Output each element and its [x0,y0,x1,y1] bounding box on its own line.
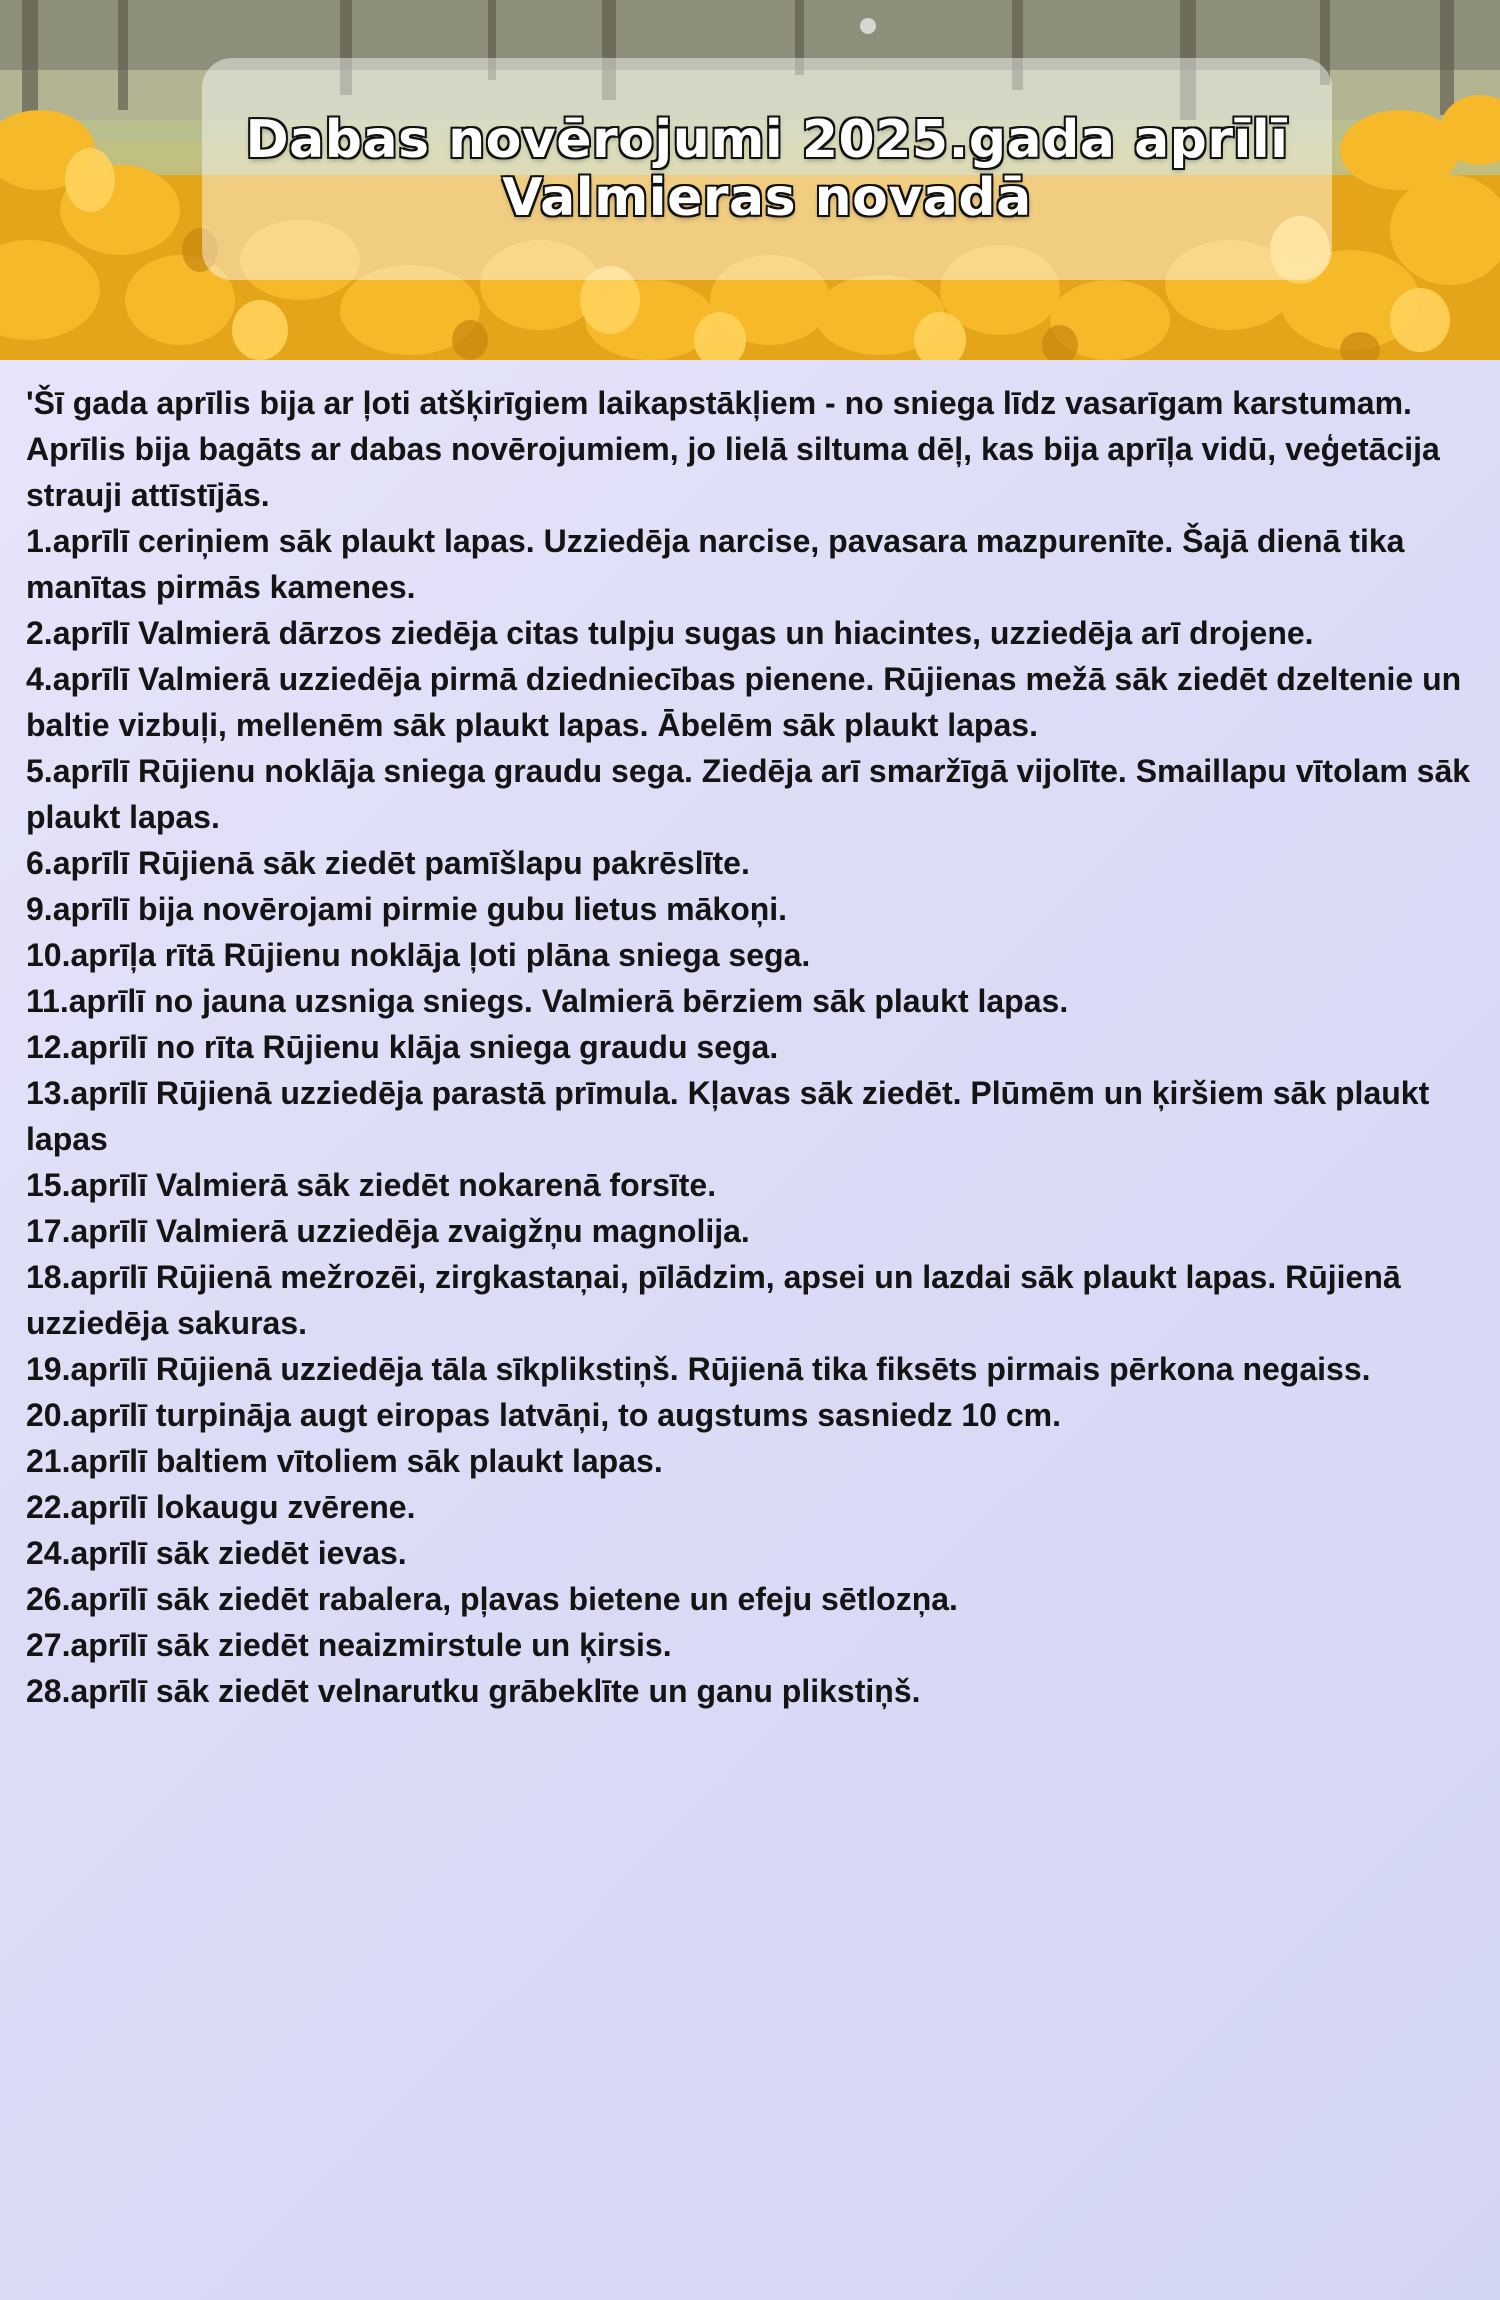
observation-item: 20.aprīlī turpināja augt eiropas latvāņi, to augstums sasniedz 10 cm. [26,1397,1061,1433]
observation-item: 10.aprīļa rītā Rūjienu noklāja ļoti plāna sniega sega. [26,937,811,973]
observation-item: 22.aprīlī lokaugu zvērene. [26,1489,416,1525]
observation-item: 17.aprīlī Valmierā uzziedēja zvaigžņu magnolija. [26,1213,750,1249]
observation-item: 27.aprīlī sāk ziedēt neaizmirstule un ķirsis. [26,1627,672,1663]
observation-item: 26.aprīlī sāk ziedēt rabalera, pļavas bietene un efeju sētlozņa. [26,1581,958,1617]
observation-item: 19.aprīlī Rūjienā uzziedēja tāla sīkplikstiņš. Rūjienā tika fiksēts pirmais pērkona negaiss. [26,1351,1371,1387]
intro-paragraph: 'Šī gada aprīlis bija ar ļoti atšķirīgiem laikapstākļiem - no sniega līdz vasarīgam karstumam. Aprīlis bija bagāts ar dabas novērojumiem, jo lielā siltuma dēļ, kas bija aprīļa vidū, veģetācija strauji attīstījās. [26,385,1440,513]
observation-item: 13.aprīlī Rūjienā uzziedēja parastā prīmula. Kļavas sāk ziedēt. Plūmēm un ķiršiem sāk plaukt lapas [26,1075,1430,1157]
header-banner [0,0,1500,360]
observation-item: 24.aprīlī sāk ziedēt ievas. [26,1535,407,1571]
observation-item: 12.aprīlī no rīta Rūjienu klāja sniega graudu sega. [26,1029,779,1065]
observation-item: 5.aprīlī Rūjienu noklāja sniega graudu sega. Ziedēja arī smaržīgā vijolīte. Smaillapu vītolam sāk plaukt lapas. [26,753,1471,835]
observation-item: 2.aprīlī Valmierā dārzos ziedēja citas tulpju sugas un hiacintes, uzziedēja arī drojene. [26,615,1314,651]
observations-text [26,380,1476,1714]
observation-item: 1.aprīlī ceriņiem sāk plaukt lapas. Uzziedēja narcise, pavasara mazpurenīte. Šajā dienā tika manītas pirmās kamenes. [26,523,1405,605]
observation-item: 18.aprīlī Rūjienā mežrozēi, zirgkastaņai, pīlādzim, apsei un lazdai sāk plaukt lapas. Rūjienā uzziedēja sakuras. [26,1259,1401,1341]
observation-item: 9.aprīlī bija novērojami pirmie gubu lietus mākoņi. [26,891,788,927]
observation-item: 15.aprīlī Valmierā sāk ziedēt nokarenā forsīte. [26,1167,717,1203]
observation-item: 21.aprīlī baltiem vītoliem sāk plaukt lapas. [26,1443,663,1479]
title-panel [202,58,1332,280]
observation-item: 11.aprīlī no jauna uzsniga sniegs. Valmierā bērziem sāk plaukt lapas. [26,983,1069,1019]
observation-item: 4.aprīlī Valmierā uzziedēja pirmā dziedniecības pienene. Rūjienas mežā sāk ziedēt dzeltenie un baltie vizbuļi, mellenēm sāk plaukt lapas. Ābelēm sāk plaukt lapas. [26,661,1462,743]
observation-item: 28.aprīlī sāk ziedēt velnarutku grābeklīte un ganu plikstiņš. [26,1673,921,1709]
observation-item: 6.aprīlī Rūjienā sāk ziedēt pamīšlapu pakrēslīte. [26,845,750,881]
page-title: Dabas novērojumi 2025.gada aprīlī Valmieras novadā [245,110,1289,228]
